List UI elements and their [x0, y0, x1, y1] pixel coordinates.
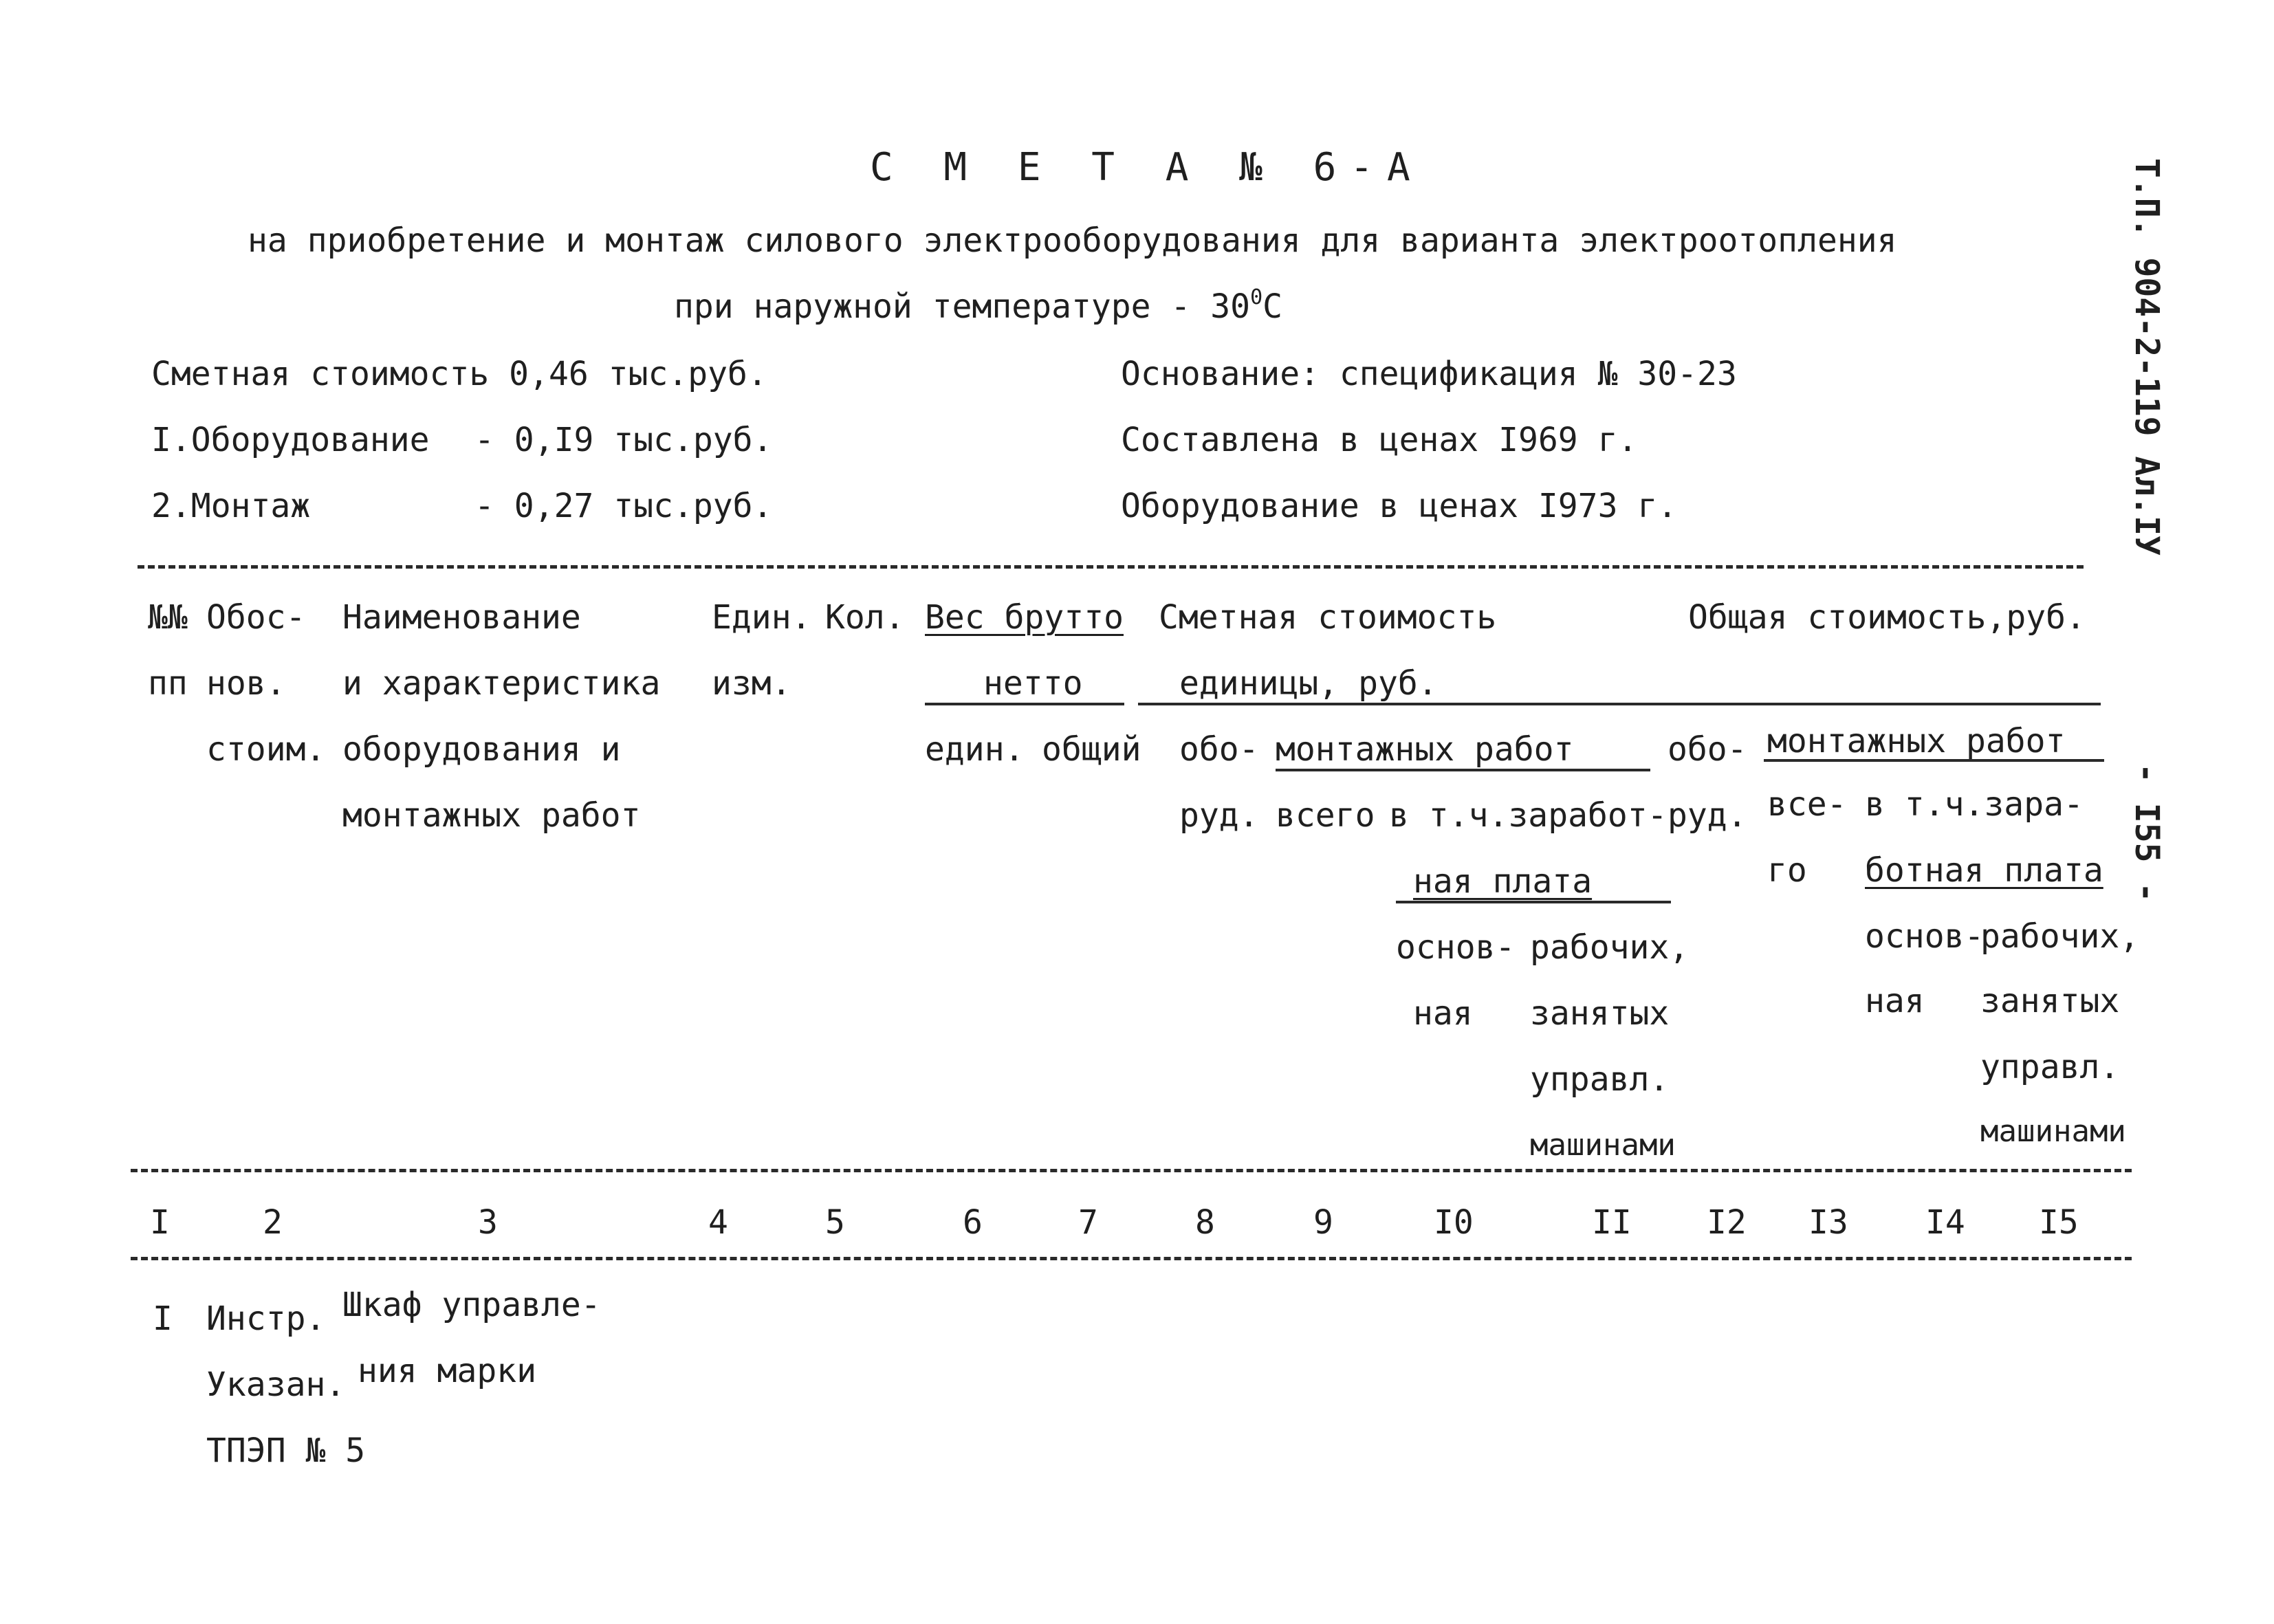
- col-num-15: I5: [2039, 1203, 2079, 1242]
- header-c2-l2: нов.: [206, 664, 286, 703]
- col-num-14: I4: [1925, 1203, 1965, 1242]
- header-c8-l1: Сметная стоимость: [1159, 598, 1497, 637]
- header-c3-l2: и характеристика: [342, 664, 661, 703]
- header-c3-l3: оборудования и: [342, 730, 621, 769]
- basis-line-1: Основание: спецификация № 30-23: [1121, 355, 1737, 393]
- header-c14-l3: основ-: [1865, 917, 1985, 956]
- header-c13-l3: все-: [1767, 785, 1847, 824]
- col-num-7: 7: [1078, 1203, 1098, 1242]
- summary-equipment-value: - 0,I9 тыс.руб.: [474, 421, 773, 459]
- header-c13-l4: го: [1767, 851, 1807, 890]
- header-c13-rule: [1764, 759, 2104, 762]
- row-name-l1: Шкаф управле-: [342, 1286, 601, 1324]
- header-c10-l4: ная: [1413, 994, 1473, 1033]
- header-c15-l1: рабочих,: [1980, 917, 2140, 956]
- header-c10-l3: основ-: [1396, 928, 1516, 967]
- header-c14-l1: в т.ч.зара-: [1865, 785, 2084, 824]
- row-basis-l2: Указан.: [206, 1365, 346, 1404]
- header-c8-l4: руд.: [1179, 796, 1259, 835]
- summary-mounting-value: - 0,27 тыс.руб.: [474, 487, 773, 525]
- document-subtitle-temperature: при наружной температуре - $30^0С$: [674, 285, 1283, 326]
- header-c13-l1: Общая стоимость,руб.: [1688, 598, 2086, 637]
- basis-line-3: Оборудование в ценах I973 г.: [1121, 487, 1678, 525]
- header-c11-l4: машинами: [1530, 1128, 1676, 1163]
- col-num-11: II: [1592, 1203, 1632, 1242]
- col-num-1: I: [150, 1203, 170, 1242]
- header-c6-l4: общий: [1042, 730, 1141, 769]
- header-c10-l1: в т.ч.заработ-: [1389, 796, 1668, 835]
- header-c15-l3: управл.: [1980, 1048, 2120, 1086]
- col-num-8: 8: [1195, 1203, 1215, 1242]
- header-c1-l1: №№: [148, 598, 188, 637]
- header-c8-rule: [1138, 703, 2101, 705]
- header-c10-l2: ная плата: [1413, 862, 1593, 901]
- col-num-3: 3: [478, 1203, 498, 1242]
- header-c6-l3: един.: [925, 730, 1025, 769]
- col-num-2: 2: [263, 1203, 283, 1242]
- header-c14-l4: ная: [1865, 982, 1925, 1020]
- side-stamp: Т.П. 904-2-119 Ал.IУ: [2128, 158, 2166, 556]
- page-number: - I55 -: [2128, 763, 2166, 903]
- summary-total: Сметная стоимость 0,46 тыс.руб.: [151, 355, 767, 393]
- header-bottom-rule: [131, 1169, 2132, 1172]
- col-num-9: 9: [1313, 1203, 1333, 1242]
- header-c9-l1: монтажных работ: [1276, 730, 1574, 769]
- document-title: С М Е Т А № 6-А: [870, 145, 1424, 190]
- header-c5-l1: Кол.: [825, 598, 905, 637]
- header-c6-rule: [925, 703, 1124, 705]
- header-c1-l2: пп: [148, 664, 188, 703]
- summary-mounting-label: 2.Монтаж: [151, 487, 311, 525]
- basis-line-2: Составлена в ценах I969 г.: [1121, 421, 1638, 459]
- col-num-6: 6: [963, 1203, 983, 1242]
- header-c10-rule: [1396, 901, 1671, 903]
- header-c13-l2: монтажных работ: [1767, 722, 2066, 760]
- header-c8-l2: единицы, руб.: [1179, 664, 1438, 703]
- header-c3-l4: монтажных работ: [342, 796, 641, 835]
- header-c11-l3: управл.: [1530, 1060, 1670, 1099]
- header-c4-l1: Един.: [712, 598, 811, 637]
- header-c11-l2: занятых: [1530, 994, 1670, 1033]
- col-num-10: I0: [1434, 1203, 1474, 1242]
- summary-equipment-label: I.Оборудование: [151, 421, 430, 459]
- row-basis-l1: Инстр.: [206, 1299, 326, 1338]
- col-num-13: I3: [1808, 1203, 1848, 1242]
- col-num-5: 5: [825, 1203, 845, 1242]
- header-c12-l2: руд.: [1668, 796, 1747, 835]
- row-name-l2: ния марки: [358, 1352, 537, 1390]
- header-c9-rule: [1276, 769, 1650, 771]
- header-c15-l2: занятых: [1980, 982, 2120, 1020]
- header-c3-l1: Наименование: [342, 598, 581, 637]
- column-numbers-bottom-rule: [131, 1257, 2132, 1260]
- header-c14-l2: ботная плата: [1865, 851, 2103, 890]
- row-number: I: [153, 1299, 173, 1338]
- col-num-4: 4: [708, 1203, 728, 1242]
- header-c8-l3: обо-: [1179, 730, 1259, 769]
- header-c4-l2: изм.: [712, 664, 791, 703]
- header-top-rule: [138, 565, 2084, 569]
- header-c12-l1: обо-: [1668, 730, 1747, 769]
- header-c6-l2: нетто: [983, 664, 1083, 703]
- header-c2-l3: стоим.: [206, 730, 326, 769]
- document-subtitle: на приобретение и монтаж силового электрооборудования для варианта электроотопления: [248, 221, 1897, 260]
- header-c2-l1: Обос-: [206, 598, 306, 637]
- header-c9-l2: всего: [1276, 796, 1375, 835]
- col-num-12: I2: [1707, 1203, 1747, 1242]
- header-c6-l1: Вес брутто: [925, 598, 1124, 637]
- row-basis-l3: ТПЭП № 5: [206, 1431, 366, 1470]
- header-c11-l1: рабочих,: [1530, 928, 1690, 967]
- header-c15-l4: машинами: [1980, 1114, 2126, 1149]
